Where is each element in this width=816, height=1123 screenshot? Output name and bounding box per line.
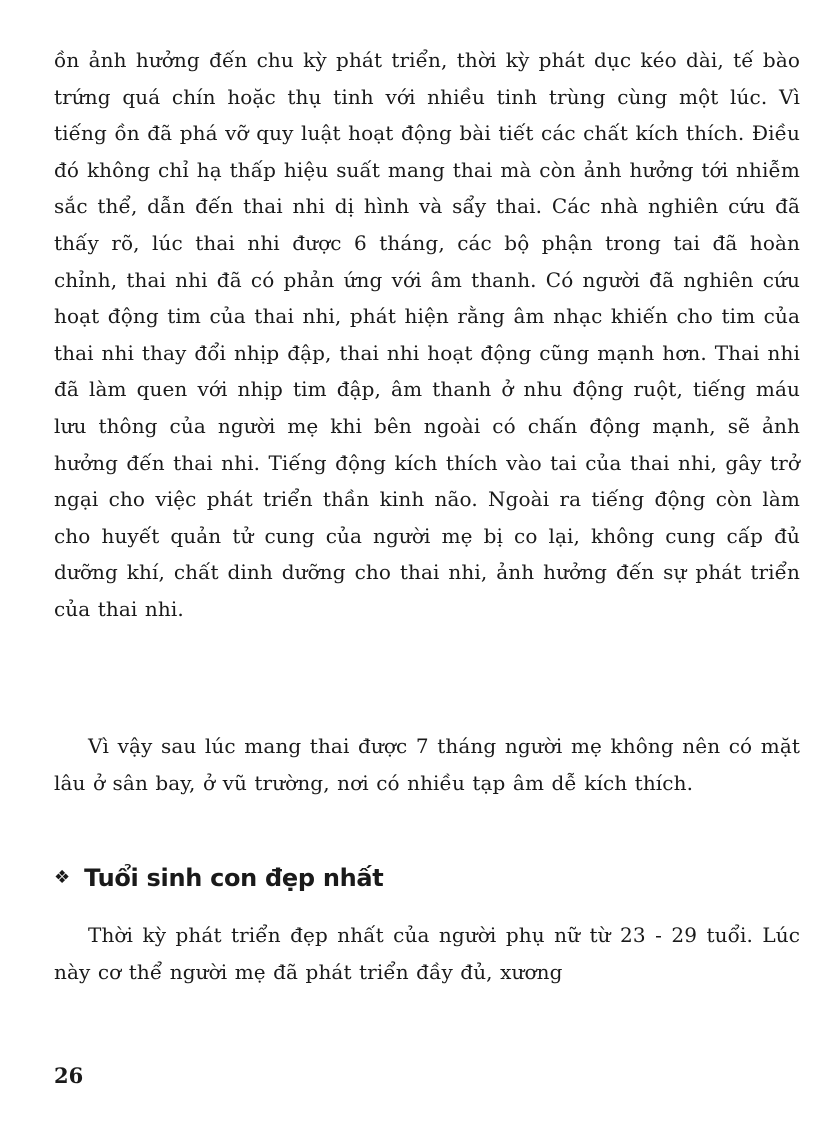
body-paragraph-section: Thời kỳ phát triển đẹp nhất của người phụ nữ từ 23 - 29 tuổi. Lúc này cơ thể người mẹ đã phát triển đầy đủ, xương <box>54 923 800 984</box>
body-paragraph-advice: Vì vậy sau lúc mang thai được 7 tháng người mẹ không nên có mặt lâu ở sân bay, ở vũ trường, nơi có nhiều tạp âm dễ kích thích. <box>54 734 800 795</box>
section-heading <box>54 866 383 890</box>
section-heading-title: Tuổi sinh con đẹp nhất <box>84 864 384 892</box>
page-number: 26 <box>54 1063 84 1088</box>
diamond-bullet-icon: ❖ <box>54 867 71 888</box>
body-paragraph-continued: ồn ảnh hưởng đến chu kỳ phát triển, thời kỳ phát dục kéo dài, tế bào trứng quá chín hoặc thụ tinh với nhiều tinh trùng cùng một lúc. Vì tiếng ồn đã phá vỡ quy luật hoạt động bài tiết các chất kích thích. Điều đó không chỉ hạ thấp hiệu suất mang thai mà còn ảnh hưởng tới nhiễm sắc thể, dẫn đến thai nhi dị hình và sẩy thai. Các nhà nghiên cứu đã thấy rõ, lúc thai nhi được 6 tháng, các bộ phận trong tai đã hoàn chỉnh, thai nhi đã có phản ứng với âm thanh. Có người đã nghiên cứu hoạt động tim của thai nhi, phát hiện rằng âm nhạc khiến cho tim của thai nhi thay đổi nhịp đập, thai nhi hoạt động cũng mạnh hơn. Thai nhi đã làm quen với nhịp tim đập, âm thanh ở nhu động ruột, tiếng máu lưu thông của người mẹ khi bên ngoài có chấn động mạnh, sẽ ảnh hưởng đến thai nhi. Tiếng động kích thích vào tai của thai nhi, gây trở ngại cho việc phát triển thần kinh não. Ngoài ra tiếng động còn làm cho huyết quản tử cung của người mẹ bị co lại, không cung cấp đủ dưỡng khí, chất dinh dưỡng cho thai nhi, ảnh hưởng đến sự phát triển của thai nhi. <box>54 48 800 621</box>
